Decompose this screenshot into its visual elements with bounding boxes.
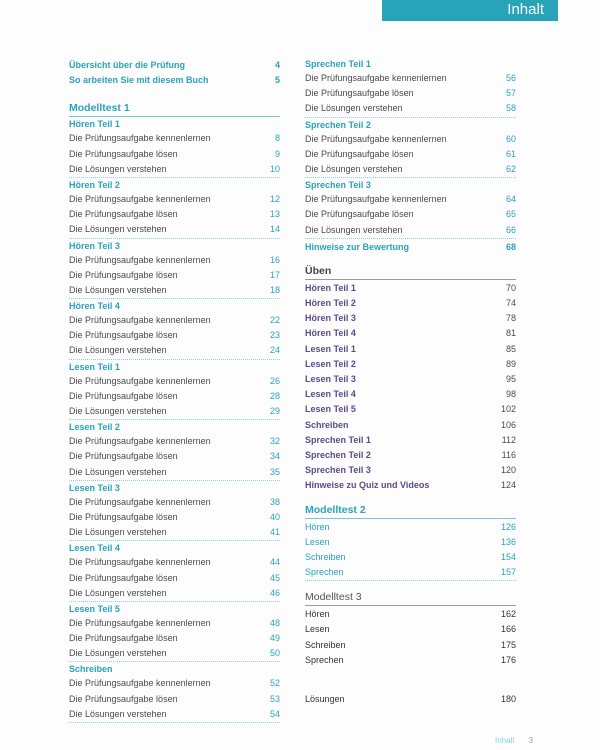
mt2-list (305, 520, 516, 582)
toc-entry[interactable]: So arbeiten Sie mit diesem Buch 5 (69, 75, 280, 86)
toc-group (69, 179, 280, 239)
toc-group (69, 361, 280, 421)
toc-group (69, 663, 280, 723)
group-heading[interactable]: Sprechen Teil 2 (305, 119, 371, 130)
divider (305, 177, 516, 178)
toc-entry[interactable]: Lesen 166 (305, 624, 516, 635)
toc-entry[interactable]: Die Prüfungsaufgabe lösen 61 (305, 148, 516, 159)
group-heading[interactable]: Lesen Teil 5 (69, 603, 120, 614)
divider (305, 117, 516, 118)
toc-left-column (69, 58, 280, 724)
divider (69, 359, 280, 360)
toc-entry[interactable]: Die Prüfungsaufgabe kennenlernen 12 (69, 193, 280, 204)
group-heading[interactable]: Lesen Teil 4 (69, 543, 120, 554)
toc-entry[interactable]: Die Lösungen verstehen 54 (69, 708, 280, 719)
toc-entry[interactable]: Die Prüfungsaufgabe kennenlernen 44 (69, 557, 280, 568)
toc-entry[interactable]: Die Prüfungsaufgabe lösen 40 (69, 511, 280, 522)
divider (69, 661, 280, 662)
toc-group (305, 119, 516, 179)
header-title: Inhalt (507, 1, 544, 18)
uben-list (305, 281, 516, 494)
group-heading[interactable]: Sprechen Teil 3 (305, 180, 371, 191)
group-heading[interactable]: Lesen Teil 2 (69, 422, 120, 433)
divider (305, 605, 516, 606)
toc-entry[interactable]: Hören Teil 3 78 (305, 313, 516, 324)
toc-entry[interactable]: Die Prüfungsaufgabe lösen 9 (69, 148, 280, 159)
divider (69, 722, 280, 723)
divider (69, 177, 280, 178)
toc-entry[interactable]: Die Prüfungsaufgabe lösen 28 (69, 390, 280, 401)
toc-entry[interactable]: Schreiben 175 (305, 639, 516, 650)
toc-group (69, 118, 280, 178)
section-title-modelltest-2: Modelltest 2 (305, 503, 366, 516)
toc-group (69, 542, 280, 602)
divider (69, 116, 280, 117)
group-heading[interactable]: Hören Teil 3 (69, 240, 120, 251)
toc-group (305, 58, 516, 118)
toc-entry[interactable]: Schreiben 106 (305, 419, 516, 430)
toc-entry[interactable]: Die Prüfungsaufgabe kennenlernen 22 (69, 315, 280, 326)
divider (69, 601, 280, 602)
toc-entry[interactable]: Lesen Teil 4 98 (305, 389, 516, 400)
toc-entry[interactable]: Die Prüfungsaufgabe kennenlernen 52 (69, 678, 280, 689)
toc-entry[interactable]: Hinweise zu Quiz und Videos 124 (305, 480, 516, 491)
group-heading[interactable]: Hören Teil 2 (69, 179, 120, 190)
section-title-modelltest-1: Modelltest 1 (69, 102, 130, 115)
toc-entry[interactable]: Sprechen Teil 1 112 (305, 434, 516, 445)
divider (305, 279, 516, 280)
toc-entry[interactable]: Lesen Teil 3 95 (305, 374, 516, 384)
group-heading[interactable]: Lesen Teil 1 (69, 361, 120, 372)
toc-entry[interactable]: Die Prüfungsaufgabe lösen 49 (69, 633, 280, 644)
page-footer (495, 736, 533, 745)
group-heading[interactable]: Schreiben (69, 664, 113, 675)
toc-entry-hinweise-bewertung[interactable]: Hinweise zur Bewertung 68 (305, 241, 516, 252)
page-header-tab (382, 0, 558, 21)
toc-group (69, 240, 280, 300)
toc-entry[interactable]: Die Prüfungsaufgabe kennenlernen 64 (305, 194, 516, 205)
group-heading[interactable]: Lesen Teil 3 (69, 482, 120, 493)
group-heading[interactable]: Hören Teil 4 (69, 301, 120, 312)
toc-right-column (305, 58, 516, 707)
toc-entry[interactable]: Die Lösungen verstehen 14 (69, 224, 280, 235)
toc-entry[interactable]: Hören Teil 2 74 (305, 298, 516, 309)
toc-entry[interactable]: Die Lösungen verstehen 10 (69, 163, 280, 174)
toc-entry[interactable]: Die Prüfungsaufgabe lösen 13 (69, 209, 280, 220)
toc-entry[interactable]: Die Prüfungsaufgabe lösen 23 (69, 330, 280, 341)
divider (69, 298, 280, 299)
toc-entry[interactable]: Sprechen 157 (305, 567, 516, 578)
toc-entry[interactable]: Lesen Teil 5 102 (305, 404, 516, 415)
toc-entry[interactable]: Die Prüfungsaufgabe lösen 65 (305, 209, 516, 220)
toc-entry[interactable]: Die Lösungen verstehen 50 (69, 648, 280, 659)
toc-entry[interactable]: Die Prüfungsaufgabe kennenlernen 48 (69, 617, 280, 628)
toc-entry[interactable]: Lesen 136 (305, 536, 516, 547)
toc-group (69, 300, 280, 360)
toc-entry[interactable]: Die Prüfungsaufgabe lösen 45 (69, 572, 280, 583)
group-heading[interactable]: Sprechen Teil 1 (305, 59, 371, 69)
toc-group (305, 179, 516, 239)
divider (305, 518, 516, 519)
toc-group (69, 421, 280, 481)
toc-entry[interactable]: Sprechen Teil 2 116 (305, 449, 516, 460)
divider (69, 480, 280, 481)
toc-group (69, 603, 280, 663)
divider (69, 238, 280, 239)
toc-entry[interactable]: Die Lösungen verstehen 24 (69, 345, 280, 356)
toc-entry[interactable]: Die Lösungen verstehen 18 (69, 284, 280, 295)
toc-entry[interactable]: Die Lösungen verstehen 62 (305, 163, 516, 174)
mt3-list (305, 607, 516, 668)
toc-entry[interactable]: Die Lösungen verstehen 41 (69, 527, 280, 538)
section-title-uben: Üben (305, 264, 332, 277)
toc-entry[interactable]: Lesen Teil 1 85 (305, 343, 516, 354)
toc-entry[interactable]: Übersicht über die Prüfung 4 (69, 60, 280, 70)
toc-entry[interactable]: Hören Teil 1 70 (305, 282, 516, 293)
toc-entry[interactable]: Lesen Teil 2 89 (305, 358, 516, 369)
toc-entry[interactable]: Die Lösungen verstehen 29 (69, 406, 280, 416)
toc-entry[interactable]: Die Prüfungsaufgabe kennenlernen 32 (69, 436, 280, 447)
toc-entry[interactable]: Die Prüfungsaufgabe kennenlernen 16 (69, 254, 280, 265)
toc-entry[interactable]: Die Prüfungsaufgabe lösen 17 (69, 269, 280, 280)
group-heading[interactable]: Hören Teil 1 (69, 119, 120, 130)
divider (305, 580, 516, 581)
toc-entry[interactable]: Die Prüfungsaufgabe kennenlernen 56 (305, 73, 516, 83)
toc-entry[interactable]: Die Lösungen verstehen 35 (69, 466, 280, 477)
toc-entry[interactable]: Sprechen Teil 3 120 (305, 465, 516, 476)
toc-group (69, 482, 280, 542)
toc-entry-losungen[interactable]: Lösungen 180 (305, 694, 516, 704)
toc-entry[interactable]: Hören Teil 4 81 (305, 328, 516, 339)
toc-entry[interactable]: Die Prüfungsaufgabe kennenlernen 26 (69, 375, 280, 386)
divider (69, 419, 280, 420)
toc-entry[interactable]: Die Lösungen verstehen 58 (305, 103, 516, 114)
toc-entry[interactable]: Hören 162 (305, 609, 516, 620)
divider (305, 238, 516, 239)
divider (69, 540, 280, 541)
toc-entry[interactable]: Die Prüfungsaufgabe lösen 53 (69, 693, 280, 704)
section-title-modelltest-3: Modelltest 3 (305, 591, 362, 604)
toc-entry[interactable]: Die Lösungen verstehen 46 (69, 587, 280, 598)
page-number: 3 (528, 736, 534, 745)
toc-entry[interactable]: Hören 126 (305, 521, 516, 532)
toc-entry[interactable]: Die Prüfungsaufgabe kennenlernen 60 (305, 133, 516, 144)
toc-entry[interactable]: Schreiben 154 (305, 551, 516, 562)
footer-label: Inhalt (495, 736, 515, 745)
toc-entry[interactable]: Die Prüfungsaufgabe kennenlernen 38 (69, 496, 280, 507)
toc-entry[interactable]: Die Prüfungsaufgabe lösen 34 (69, 451, 280, 462)
toc-entry[interactable]: Die Prüfungsaufgabe lösen 57 (305, 88, 516, 99)
toc-entry[interactable]: Die Prüfungsaufgabe kennenlernen 8 (69, 133, 280, 144)
toc-entry[interactable]: Die Lösungen verstehen 66 (305, 224, 516, 235)
toc-entry[interactable]: Sprechen 176 (305, 654, 516, 665)
